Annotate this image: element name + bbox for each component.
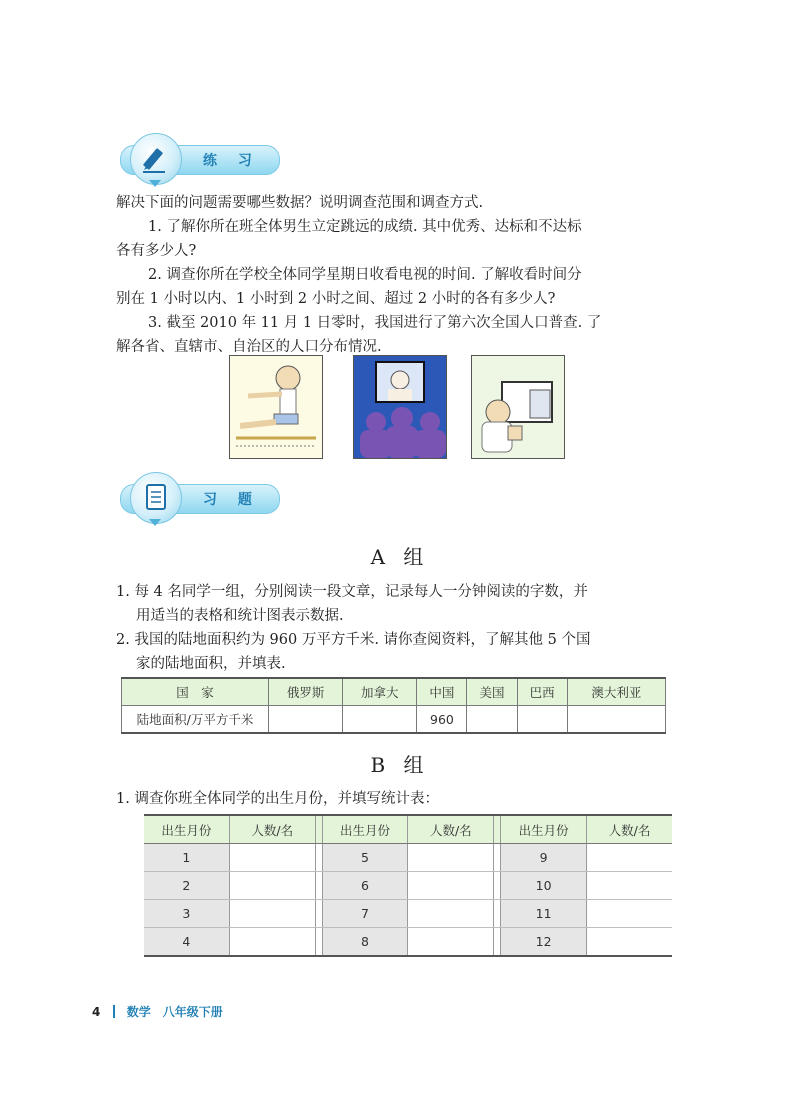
count-cell — [587, 900, 672, 928]
page-footer — [92, 1003, 223, 1020]
practice-q3-line1: 3. 截至 2010 年 11 月 1 日零时，我国进行了第六次全国人口普查. 了 — [148, 315, 602, 331]
count-cell — [408, 928, 494, 957]
count-cell — [408, 872, 494, 900]
table-row — [144, 872, 672, 900]
practice-header-badge — [130, 133, 182, 185]
table-gap — [494, 872, 501, 900]
table-row — [122, 706, 666, 734]
book-title: 数学 八年级下册 — [126, 1005, 223, 1019]
table-header-cell: 中国 — [417, 678, 467, 706]
table-header-cell: 人数/名 — [408, 815, 494, 844]
table-gap — [494, 844, 501, 872]
table-header-row — [122, 678, 666, 706]
table-header-row — [144, 815, 672, 844]
pencil-icon — [131, 134, 181, 184]
illustration-long-jump — [229, 355, 323, 459]
table-header-cell: 俄罗斯 — [269, 678, 343, 706]
count-cell — [587, 928, 672, 957]
month-cell: 2 — [144, 872, 229, 900]
count-cell — [229, 928, 315, 957]
birth-month-table — [144, 814, 672, 957]
table-gap — [494, 815, 501, 844]
table-gap — [315, 844, 322, 872]
exercise-b1: 1. 调查你班全体同学的出生月份，并填写统计表： — [116, 791, 439, 807]
table-cell — [343, 706, 417, 734]
practice-q1-line1: 1. 了解你所在班全体男生立定跳远的成绩. 其中优秀、达标和不达标 — [148, 219, 582, 235]
table-header-cell: 加拿大 — [343, 678, 417, 706]
month-cell: 1 — [144, 844, 229, 872]
exercises-title: 习 题 — [203, 492, 260, 508]
month-cell: 4 — [144, 928, 229, 957]
land-area-table — [121, 677, 666, 734]
illustration-census-survey — [471, 355, 565, 459]
exercise-a2-line1: 2. 我国的陆地面积约为 960 万平方千米. 请你查阅资料，了解其他 5 个国 — [116, 632, 591, 648]
month-cell: 9 — [501, 844, 587, 872]
page-number: 4 — [92, 1005, 101, 1019]
table-row — [144, 928, 672, 957]
group-a-heading: A 组 — [370, 545, 430, 569]
table-header-cell: 人数/名 — [229, 815, 315, 844]
table-row — [144, 844, 672, 872]
practice-q2-line1: 2. 调查你所在学校全体同学星期日收看电视的时间. 了解收看时间分 — [148, 267, 582, 283]
table-header-cell: 澳大利亚 — [567, 678, 665, 706]
month-cell: 10 — [501, 872, 587, 900]
notepad-icon — [131, 473, 181, 523]
count-cell — [587, 872, 672, 900]
table-header-cell: 国 家 — [122, 678, 269, 706]
table-gap — [494, 928, 501, 957]
count-cell — [587, 844, 672, 872]
month-cell: 8 — [322, 928, 408, 957]
table-cell — [567, 706, 665, 734]
table-header-cell: 出生月份 — [322, 815, 408, 844]
illustration-tv-viewers — [353, 355, 447, 459]
table-row-label: 陆地面积/万平方千米 — [122, 706, 269, 734]
practice-q1-line2: 各有多少人? — [116, 243, 197, 259]
table-gap — [315, 872, 322, 900]
practice-header-pointer — [149, 180, 161, 187]
group-b-heading: B 组 — [370, 753, 430, 777]
table-cell — [269, 706, 343, 734]
table-gap — [315, 815, 322, 844]
month-cell: 3 — [144, 900, 229, 928]
exercise-a2-line2: 家的陆地面积，并填表. — [136, 656, 286, 672]
month-cell: 11 — [501, 900, 587, 928]
practice-q3-line2: 解各省、直辖市、自治区的人口分布情况. — [116, 339, 382, 355]
table-gap — [315, 928, 322, 957]
table-gap — [494, 900, 501, 928]
table-gap — [315, 900, 322, 928]
practice-title: 练 习 — [203, 153, 260, 169]
practice-q2-line2: 别在 1 小时以内、1 小时到 2 小时之间、超过 2 小时的各有多少人? — [116, 291, 556, 307]
exercises-header-pointer — [149, 519, 161, 526]
table-header-cell: 出生月份 — [144, 815, 229, 844]
exercises-header-badge — [130, 472, 182, 524]
footer-divider — [113, 1005, 115, 1018]
table-header-cell: 出生月份 — [501, 815, 587, 844]
practice-intro: 解决下面的问题需要哪些数据？说明调查范围和调查方式. — [116, 195, 484, 211]
table-cell — [467, 706, 517, 734]
month-cell: 6 — [322, 872, 408, 900]
table-row — [144, 900, 672, 928]
table-cell: 960 — [417, 706, 467, 734]
count-cell — [229, 844, 315, 872]
month-cell: 7 — [322, 900, 408, 928]
table-header-cell: 美国 — [467, 678, 517, 706]
table-header-cell: 巴西 — [517, 678, 567, 706]
count-cell — [229, 900, 315, 928]
count-cell — [408, 844, 494, 872]
table-header-cell: 人数/名 — [587, 815, 672, 844]
count-cell — [408, 900, 494, 928]
month-cell: 5 — [322, 844, 408, 872]
exercise-a1-line2: 用适当的表格和统计图表示数据. — [136, 608, 344, 624]
exercise-a1-line1: 1. 每 4 名同学一组，分别阅读一段文章，记录每人一分钟阅读的字数，并 — [116, 584, 588, 600]
table-cell — [517, 706, 567, 734]
month-cell: 12 — [501, 928, 587, 957]
count-cell — [229, 872, 315, 900]
